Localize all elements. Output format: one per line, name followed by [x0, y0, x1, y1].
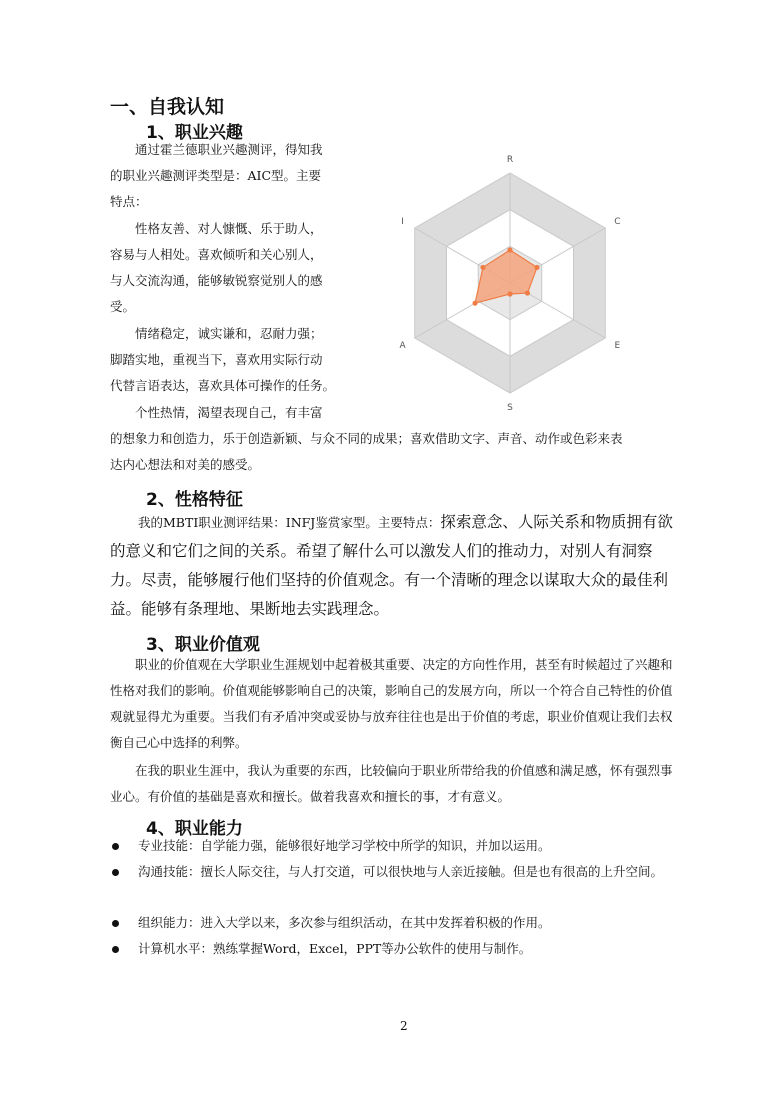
interest-line: 脚踏实地，重视当下，喜欢用实际行动 [110, 352, 323, 367]
ability-item: 组织能力：进入大学以来，多次参与组织活动，在其中发挥着积极的作用。 [138, 915, 551, 930]
interest-line: 的想象力和创造力，乐于创造新颖、与众不同的成果；喜欢借助文字、声音、动作或色彩来表 [110, 431, 623, 446]
values-paragraph-1: 职业的价值观在大学职业生涯规划中起着极其重要、决定的方向性作用，甚至有时候超过了兴趣和性格对我们的影响。价值观能够影响自己的决策，影响自己的发展方向，所以一个符合自己特性的价值观就显得尤为重要。当我们有矛盾冲突或妥协与放弃往往也是出于价值的考虑，职业价值观让我们去权衡自己心中选择的利弊。 [110, 657, 673, 750]
interest-line: 特点： [110, 194, 148, 209]
interest-line: 代替言语表达，喜欢具体可操作的任务。 [110, 378, 336, 393]
radar-data-point [472, 301, 477, 306]
ability-item: 沟通技能：擅长人际交往，与人打交道，可以很快地与人亲近接触。但是也有很高的上升空间。 [138, 864, 664, 879]
interest-line: 的职业兴趣测评类型是：AIC型。主要 [110, 168, 322, 183]
radar-axis-label: C [614, 217, 621, 227]
mbti-body: 探索意念、人际关系和物质拥有欲的意义和它们之间的关系。希望了解什么可以激发人们的推动力，对别人有洞察力。尽责，能够履行他们坚持的价值观念。有一个清晰的理念以谋取大众的最佳利益。能够有条理地、果断地去实践理念。 [110, 513, 673, 618]
subsection-title-ability: 4、职业能力 [146, 819, 243, 839]
bullet-icon [112, 920, 119, 927]
bullet-icon [112, 946, 119, 953]
ability-item: 计算机水平：熟练掌握Word，Excel，PPT等办公软件的使用与制作。 [138, 941, 532, 956]
radar-data-point [480, 265, 485, 270]
radar-axis-label: S [507, 403, 513, 413]
interest-line: 性格友善、对人慷慨、乐于助人， [135, 221, 323, 236]
values-paragraph-2: 在我的职业生涯中，我认为重要的东西，比较偏向于职业所带给我的价值感和满足感，怀有强烈事业心。有价值的基础是喜欢和擅长。做着我喜欢和擅长的事，才有意义。 [110, 763, 673, 804]
interest-line: 个性热情，渴望表现自己，有丰富 [135, 405, 323, 420]
radar-data-point [534, 265, 539, 270]
interest-line: 通过霍兰德职业兴趣测评，得知我 [135, 142, 323, 157]
page-number: 2 [400, 1019, 408, 1033]
interest-line: 容易与人相处。喜欢倾听和关心别人， [110, 247, 323, 262]
bullet-icon [112, 869, 119, 876]
ability-item: 专业技能：自学能力强，能够很好地学习学校中所学的知识，并加以运用。 [138, 838, 551, 853]
radar-data-point [507, 247, 512, 252]
interest-line: 受。 [110, 299, 136, 314]
subsection-title-values: 3、职业价值观 [146, 635, 260, 655]
radar-axis-label: E [614, 341, 621, 351]
subsection-title-personality: 2、性格特征 [146, 490, 243, 510]
holland-radar-chart [385, 148, 635, 418]
interest-line: 情绪稳定，诚实谦和，忍耐力强； [135, 326, 323, 341]
mbti-lead: 我的MBTI职业测评结果：INFJ鉴赏家型。主要特点： [138, 515, 441, 530]
interest-line: 与人交流沟通，能够敏锐察觉别人的感 [110, 273, 323, 288]
radar-axis-label: I [401, 217, 404, 227]
mbti-paragraph [110, 508, 682, 624]
subsection-title-interest: 1、职业兴趣 [146, 123, 243, 143]
bullet-icon [112, 843, 119, 850]
section-title: 一、自我认知 [110, 96, 225, 118]
radar-data-point [525, 290, 530, 295]
radar-axis-label: A [399, 341, 406, 351]
radar-axis-label: R [506, 155, 514, 165]
radar-data-point [507, 291, 512, 296]
interest-line: 达内心想法和对美的感受。 [110, 457, 261, 472]
